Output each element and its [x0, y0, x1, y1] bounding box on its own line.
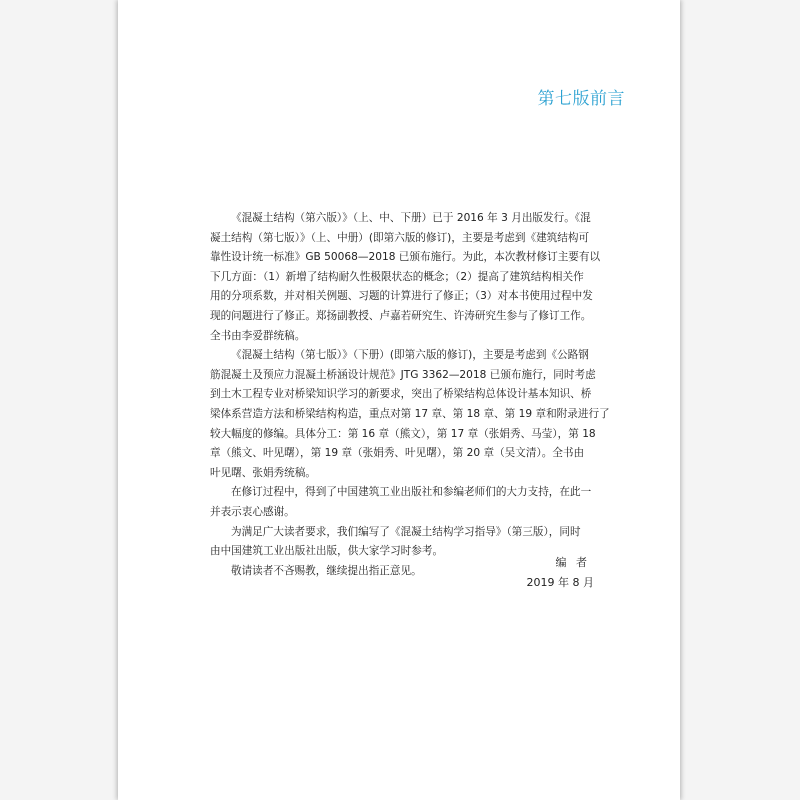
text-line: 并表示衷心感谢。 — [210, 505, 295, 518]
preface-body — [210, 209, 610, 581]
paragraph-2 — [210, 346, 610, 483]
text-line: 现的问题进行了修正。郑扬副教授、卢嘉若研究生、许涛研究生参与了修订工作。 — [210, 309, 592, 322]
text-line: 靠性设计统一标准》GB 50068—2018 已颁布施行。为此，本次教材修订主要有以 — [210, 251, 601, 264]
text-line: 《混凝土结构（第六版）》（上、中、下册）已于 2016 年 3 月出版发行。《混 — [231, 212, 591, 224]
text-line: 《混凝土结构（第七版）》（下册）(即第六版的修订)，主要是考虑到《公路钢 — [231, 349, 589, 362]
text-line: 较大幅度的修编。具体分工：第 16 章（熊文），第 17 章（张娟秀、马莹），第 18 — [210, 427, 596, 440]
text-line: 敬请读者不吝赐教，继续提出指正意见。 — [231, 564, 422, 577]
text-line: 全书由李爱群统稿。 — [210, 329, 306, 342]
text-line: 在修订过程中，得到了中国建筑工业出版社和参编老师们的大力支持，在此一 — [231, 486, 592, 499]
paragraph-1 — [210, 209, 604, 346]
text-line: 章（熊文、叶见曙），第 19 章（张娟秀、叶见曙），第 20 章（吴文清）。全书由 — [210, 447, 585, 460]
text-line: 用的分项系数，并对相关例题、习题的计算进行了修正；（3）对本书使用过程中发 — [210, 290, 593, 303]
signature-author: 编 者 — [555, 556, 590, 569]
text-line: 由中国建筑工业出版社出版，供大家学习时参考。 — [210, 545, 444, 558]
text-line: 筋混凝土及预应力混凝土桥涵设计规范》JTG 3362—2018 已颁布施行，同时考虑 — [210, 368, 596, 381]
text-line: 为满足广大读者要求，我们编写了《混凝土结构学习指导》（第三版），同时 — [231, 525, 581, 538]
text-line: 梁体系营造方法和桥梁结构构造，重点对第 17 章、第 18 章、第 19 章和附录进行了 — [210, 407, 610, 420]
text-line: 下几方面：（1）新增了结构耐久性极限状态的概念；（2）提高了建筑结构相关作 — [210, 270, 584, 283]
paragraph-3 — [210, 483, 604, 522]
page-title: 第七版前言 — [537, 89, 625, 109]
signature-date: 2019 年 8 月 — [526, 575, 594, 589]
text-line: 凝土结构（第七版）》（上、中册）(即第六版的修订)，主要是考虑到《建筑结构可 — [210, 231, 590, 244]
text-line: 到土木工程专业对桥梁知识学习的新要求，突出了桥梁结构总体设计基本知识、桥 — [210, 388, 592, 401]
signature-block — [490, 553, 594, 592]
text-line: 叶见曙、张娟秀统稿。 — [210, 466, 316, 479]
